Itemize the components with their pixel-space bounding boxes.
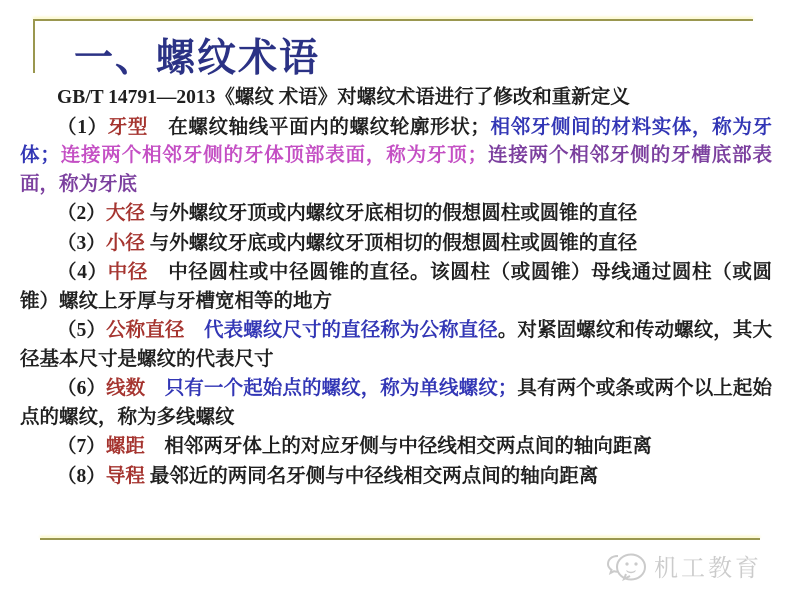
- term-keyword: 导程: [105, 465, 145, 487]
- term-text-segment: （6）: [57, 378, 107, 399]
- watermark: [606, 548, 762, 583]
- term-text-segment: 与外螺纹牙底或内螺纹牙顶相切的假想圆柱或圆锥的直径: [144, 232, 638, 254]
- term-text-segment: [184, 320, 204, 341]
- term-keyword: 小径: [105, 232, 145, 254]
- term-item: [20, 230, 772, 259]
- term-text-segment: 具有两个或条或两个以上起始点的螺纹，称为多线螺纹: [20, 378, 772, 428]
- term-text-segment: （5）: [57, 320, 107, 341]
- term-item: [20, 200, 772, 229]
- terms-list: [20, 114, 772, 492]
- term-text-segment: 最邻近的两同名牙侧与中径线相交两点间的轴向距离: [144, 465, 599, 487]
- watermark-label: 机工教育: [654, 555, 762, 582]
- term-text-segment: （2）: [57, 203, 106, 224]
- frame-top-line: [33, 19, 753, 21]
- term-item: [20, 114, 772, 200]
- term-text-segment: 相邻两牙体上的对应牙侧与中径线相交两点间的轴向距离: [144, 436, 652, 457]
- frame-left-corner-line: [33, 19, 35, 73]
- term-text-segment: [145, 378, 165, 399]
- term-text-segment: 连接两个相邻牙侧的牙槽底部表面，称为牙底: [20, 145, 772, 195]
- term-keyword: 中径: [107, 262, 149, 283]
- term-text-segment: （7）: [57, 436, 106, 457]
- term-text-segment: 相邻牙侧间的材料实体，称为牙体；: [20, 116, 772, 166]
- term-text-segment: 。对紧固螺纹和传动螺纹，其大径基本尺寸是螺纹的代表尺寸: [20, 320, 772, 370]
- term-item: [20, 317, 772, 374]
- term-text-segment: （4）: [57, 262, 108, 283]
- term-item: [20, 463, 772, 492]
- term-text-segment: 代表螺纹尺寸的直径称为公称直径: [204, 320, 498, 341]
- slide-body: [20, 84, 772, 492]
- wechat-bubbles-icon: [606, 550, 648, 582]
- intro-line: GB/T 14791—2013《螺纹 术语》对螺纹术语进行了修改和重新定义: [57, 87, 630, 108]
- term-text-segment: （3）: [57, 232, 106, 254]
- term-text-segment: （1）: [57, 116, 108, 138]
- slide-title: 一、螺纹术语: [74, 37, 321, 80]
- term-text-segment: 连接两个相邻牙侧的牙体顶部表面，称为牙顶；: [59, 145, 488, 166]
- frame-bottom-line: [40, 538, 760, 540]
- term-keyword: 大径: [105, 203, 145, 224]
- term-keyword: 螺距: [105, 436, 145, 457]
- term-item: [20, 259, 772, 316]
- term-text-segment: 在螺纹轴线平面内的螺纹轮廓形状；: [148, 116, 490, 138]
- term-keyword: 公称直径: [106, 320, 185, 341]
- term-text-segment: （8）: [57, 465, 106, 487]
- term-item: [20, 433, 772, 462]
- term-text-segment: 与外螺纹牙顶或内螺纹牙底相切的假想圆柱或圆锥的直径: [144, 203, 638, 224]
- term-item: [20, 375, 772, 432]
- term-keyword: 牙型: [107, 116, 149, 138]
- term-text-segment: 只有一个起始点的螺纹，称为单线螺纹；: [164, 378, 518, 399]
- term-text-segment: 中径圆柱或中径圆锥的直径。该圆柱（或圆锥）母线通过圆柱（或圆锥）螺纹上牙厚与牙槽宽相等的地方: [20, 262, 772, 312]
- term-keyword: 线数: [106, 378, 146, 399]
